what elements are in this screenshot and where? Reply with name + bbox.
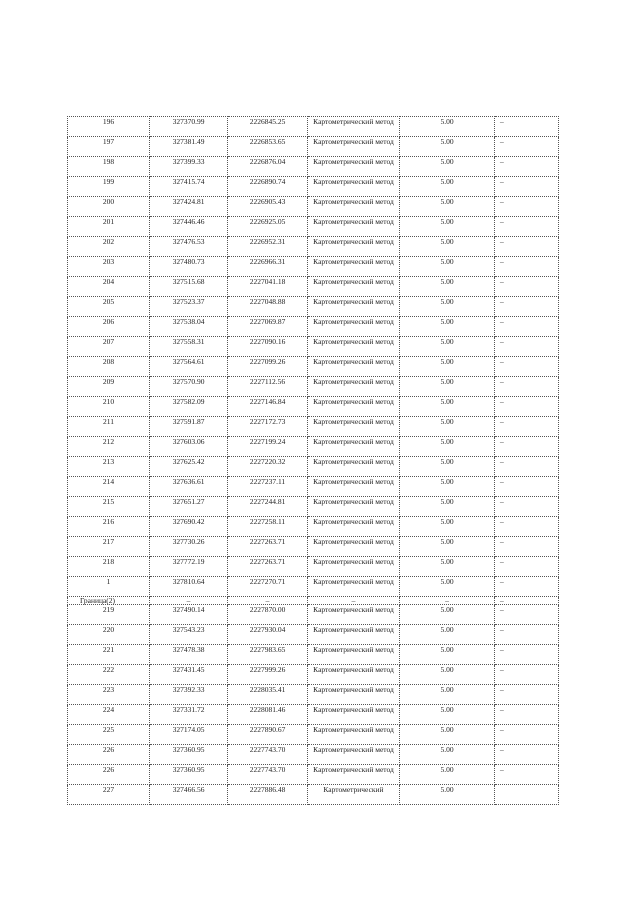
table-row [68,457,559,477]
table-row [68,137,559,157]
y-coordinate-cell: 2227099.26 [228,357,308,377]
accuracy-cell: 5.00 [400,217,495,237]
method-cell: Картометрический метод [308,665,400,685]
x-coordinate-cell: 327810.64 [150,577,228,597]
x-coordinate-cell: 327515.68 [150,277,228,297]
x-coordinate-cell: 327446.46 [150,217,228,237]
method-cell: Картометрический метод [308,337,400,357]
point-number-cell: 227 [68,785,150,805]
x-coordinate-cell: 327480.73 [150,257,228,277]
note-cell: – [495,457,559,477]
accuracy-cell: 5.00 [400,257,495,277]
point-number-cell: 204 [68,277,150,297]
note-cell: – [495,397,559,417]
point-number-cell: 216 [68,517,150,537]
x-coordinate-cell: 327466.56 [150,785,228,805]
y-coordinate-cell: 2227199.24 [228,437,308,457]
note-cell: – [495,157,559,177]
coordinates-table [67,116,559,805]
x-coordinate-cell: 327558.31 [150,337,228,357]
accuracy-cell: 5.00 [400,437,495,457]
x-coordinate-cell: 327399.33 [150,157,228,177]
y-coordinate-cell: 2227041.18 [228,277,308,297]
table-row [68,297,559,317]
point-number-cell: 219 [68,605,150,625]
note-cell: – [495,137,559,157]
table-row [68,477,559,497]
point-number-cell: 199 [68,177,150,197]
x-coordinate-cell: 327476.53 [150,237,228,257]
table-row [68,517,559,537]
table-row [68,557,559,577]
point-number-cell: 203 [68,257,150,277]
y-coordinate-cell: 2227112.56 [228,377,308,397]
method-cell: Картометрический метод [308,137,400,157]
x-coordinate-cell: 327603.06 [150,437,228,457]
method-cell: Картометрический метод [308,625,400,645]
x-coordinate-cell: 327331.72 [150,705,228,725]
y-coordinate-cell: 2227890.67 [228,725,308,745]
point-number-cell: 217 [68,537,150,557]
method-cell: Картометрический метод [308,317,400,337]
accuracy-cell: 5.00 [400,605,495,625]
method-cell: Картометрический метод [308,745,400,765]
method-cell: Картометрический метод [308,397,400,417]
table-row [68,705,559,725]
note-cell: – [495,765,559,785]
x-coordinate-cell: 327478.38 [150,645,228,665]
note-cell: – [495,277,559,297]
point-number-cell: 212 [68,437,150,457]
method-cell: Картометрический метод [308,277,400,297]
note-cell: – [495,705,559,725]
table-row [68,745,559,765]
method-cell: Картометрический метод [308,477,400,497]
y-coordinate-cell: 2227146.84 [228,397,308,417]
note-cell [495,785,559,805]
y-coordinate-cell: 2227244.81 [228,497,308,517]
table-row [68,337,559,357]
point-number-cell: 218 [68,557,150,577]
y-coordinate-cell: 2227263.71 [228,557,308,577]
y-coordinate-cell: 2226853.65 [228,137,308,157]
y-coordinate-cell: 2226890.74 [228,177,308,197]
point-number-cell: 214 [68,477,150,497]
accuracy-cell: 5.00 [400,197,495,217]
method-cell: Картометрический метод [308,577,400,597]
method-cell: Картометрический метод [308,117,400,137]
method-cell: Картометрический метод [308,377,400,397]
note-cell: – [495,217,559,237]
point-number-cell: 215 [68,497,150,517]
x-coordinate-cell: 327490.14 [150,605,228,625]
y-coordinate-cell: 2227743.70 [228,745,308,765]
accuracy-cell: 5.00 [400,137,495,157]
method-cell: Картометрический метод [308,177,400,197]
table-row [68,577,559,597]
note-cell: – [495,725,559,745]
y-coordinate-cell: 2226905.43 [228,197,308,217]
table-row [68,645,559,665]
accuracy-cell: 5.00 [400,317,495,337]
method-cell: Картометрический метод [308,645,400,665]
point-number-cell: 213 [68,457,150,477]
y-coordinate-cell: 2227930.04 [228,625,308,645]
point-number-cell: 225 [68,725,150,745]
accuracy-cell: 5.00 [400,457,495,477]
table-row [68,497,559,517]
accuracy-cell: 5.00 [400,745,495,765]
point-number-cell: 196 [68,117,150,137]
accuracy-cell: 5.00 [400,337,495,357]
method-cell: Картометрический метод [308,157,400,177]
y-coordinate-cell: – [228,597,308,605]
method-cell: Картометрический метод [308,725,400,745]
method-cell: Картометрический метод [308,557,400,577]
table-row [68,437,559,457]
method-cell: Картометрический метод [308,537,400,557]
accuracy-cell: 5.00 [400,277,495,297]
table-row [68,765,559,785]
x-coordinate-cell: 327543.23 [150,625,228,645]
point-number-cell: 201 [68,217,150,237]
point-number-cell: 206 [68,317,150,337]
note-cell: – [495,197,559,217]
y-coordinate-cell: 2226966.31 [228,257,308,277]
point-number-cell: 202 [68,237,150,257]
table-row [68,537,559,557]
table-row [68,177,559,197]
note-cell: – [495,297,559,317]
point-number-cell: 226 [68,745,150,765]
point-number-cell: 205 [68,297,150,317]
point-number-cell: 198 [68,157,150,177]
method-cell: – [308,597,400,605]
x-coordinate-cell: 327360.95 [150,765,228,785]
accuracy-cell: 5.00 [400,297,495,317]
note-cell: – [495,625,559,645]
method-cell: Картометрический метод [308,705,400,725]
x-coordinate-cell: 327730.26 [150,537,228,557]
x-coordinate-cell: 327570.90 [150,377,228,397]
table-row [68,377,559,397]
note-cell: – [495,537,559,557]
x-coordinate-cell: – [150,597,228,605]
x-coordinate-cell: 327370.99 [150,117,228,137]
point-number-cell: 197 [68,137,150,157]
table-row [68,725,559,745]
y-coordinate-cell: 2227090.16 [228,337,308,357]
table-row [68,217,559,237]
note-cell: – [495,497,559,517]
y-coordinate-cell: 2228081.46 [228,705,308,725]
method-cell: Картометрический метод [308,685,400,705]
table-row [68,785,559,805]
y-coordinate-cell: 2228035.41 [228,685,308,705]
y-coordinate-cell: 2227743.70 [228,765,308,785]
x-coordinate-cell: 327564.61 [150,357,228,377]
point-number-cell: 223 [68,685,150,705]
note-cell: – [495,117,559,137]
y-coordinate-cell: 2226845.25 [228,117,308,137]
table-row [68,157,559,177]
accuracy-cell: 5.00 [400,157,495,177]
x-coordinate-cell: 327360.95 [150,745,228,765]
note-cell: – [495,417,559,437]
note-cell: – [495,317,559,337]
method-cell: Картометрический метод [308,605,400,625]
y-coordinate-cell: 2227983.65 [228,645,308,665]
method-cell: Картометрический метод [308,217,400,237]
x-coordinate-cell: 327392.33 [150,685,228,705]
y-coordinate-cell: 2227172.73 [228,417,308,437]
accuracy-cell: 5.00 [400,537,495,557]
table-row [68,277,559,297]
table-row [68,237,559,257]
table-body [68,117,559,805]
accuracy-cell: 5.00 [400,705,495,725]
x-coordinate-cell: 327431.45 [150,665,228,685]
method-cell: Картометрический метод [308,517,400,537]
accuracy-cell: 5.00 [400,417,495,437]
y-coordinate-cell: 2227237.11 [228,477,308,497]
note-cell: – [495,357,559,377]
accuracy-cell: 5.00 [400,357,495,377]
accuracy-cell: 5.00 [400,517,495,537]
accuracy-cell: 5.00 [400,645,495,665]
point-number-cell: 210 [68,397,150,417]
accuracy-cell: – [400,597,495,605]
note-cell: – [495,645,559,665]
note-cell: – [495,517,559,537]
method-cell: Картометрический метод [308,765,400,785]
accuracy-cell: 5.00 [400,625,495,645]
method-cell: Картометрический метод [308,417,400,437]
accuracy-cell: 5.00 [400,577,495,597]
table-row [68,665,559,685]
x-coordinate-cell: 327424.81 [150,197,228,217]
y-coordinate-cell: 2227870.00 [228,605,308,625]
table-row [68,317,559,337]
accuracy-cell: 5.00 [400,785,495,805]
accuracy-cell: 5.00 [400,377,495,397]
point-number-cell: 208 [68,357,150,377]
table-row [68,685,559,705]
y-coordinate-cell: 2226952.31 [228,237,308,257]
table-row [68,397,559,417]
x-coordinate-cell: 327174.05 [150,725,228,745]
note-cell: – [495,605,559,625]
y-coordinate-cell: 2227886.48 [228,785,308,805]
y-coordinate-cell: 2227258.11 [228,517,308,537]
method-cell: Картометрический метод [308,197,400,217]
accuracy-cell: 5.00 [400,765,495,785]
method-cell: Картометрический метод [308,497,400,517]
table-row [68,625,559,645]
method-cell: Картометрический метод [308,297,400,317]
point-number-cell: 222 [68,665,150,685]
y-coordinate-cell: 2227069.87 [228,317,308,337]
x-coordinate-cell: 327538.04 [150,317,228,337]
table-row [68,197,559,217]
point-number-cell: 207 [68,337,150,357]
point-number-cell: 200 [68,197,150,217]
section-name-cell: Граница(2) [68,597,150,605]
accuracy-cell: 5.00 [400,237,495,257]
method-cell: Картометрический метод [308,437,400,457]
x-coordinate-cell: 327636.61 [150,477,228,497]
note-cell: – [495,665,559,685]
note-cell: – [495,377,559,397]
y-coordinate-cell: 2227048.88 [228,297,308,317]
table-row [68,117,559,137]
x-coordinate-cell: 327381.49 [150,137,228,157]
y-coordinate-cell: 2227999.26 [228,665,308,685]
point-number-cell: 211 [68,417,150,437]
x-coordinate-cell: 327625.42 [150,457,228,477]
accuracy-cell: 5.00 [400,477,495,497]
point-number-cell: 1 [68,577,150,597]
table-row [68,417,559,437]
x-coordinate-cell: 327591.87 [150,417,228,437]
method-cell: Картометрический метод [308,257,400,277]
note-cell: – [495,437,559,457]
method-cell: Картометрический [308,785,400,805]
point-number-cell: 226 [68,765,150,785]
table-row [68,357,559,377]
y-coordinate-cell: 2226876.04 [228,157,308,177]
accuracy-cell: 5.00 [400,117,495,137]
point-number-cell: 220 [68,625,150,645]
accuracy-cell: 5.00 [400,177,495,197]
accuracy-cell: 5.00 [400,665,495,685]
table-row [68,605,559,625]
note-cell: – [495,577,559,597]
x-coordinate-cell: 327690.42 [150,517,228,537]
accuracy-cell: 5.00 [400,557,495,577]
x-coordinate-cell: 327772.19 [150,557,228,577]
point-number-cell: 221 [68,645,150,665]
accuracy-cell: 5.00 [400,685,495,705]
method-cell: Картометрический метод [308,237,400,257]
note-cell: – [495,337,559,357]
y-coordinate-cell: 2226925.05 [228,217,308,237]
note-cell: – [495,257,559,277]
coordinates-table-sheet [67,116,558,805]
note-cell: – [495,685,559,705]
note-cell: – [495,597,559,605]
method-cell: Картометрический метод [308,457,400,477]
note-cell: – [495,745,559,765]
y-coordinate-cell: 2227270.71 [228,577,308,597]
note-cell: – [495,177,559,197]
table-row [68,257,559,277]
method-cell: Картометрический метод [308,357,400,377]
accuracy-cell: 5.00 [400,725,495,745]
y-coordinate-cell: 2227263.71 [228,537,308,557]
note-cell: – [495,237,559,257]
x-coordinate-cell: 327523.37 [150,297,228,317]
x-coordinate-cell: 327651.27 [150,497,228,517]
point-number-cell: 209 [68,377,150,397]
y-coordinate-cell: 2227220.32 [228,457,308,477]
x-coordinate-cell: 327582.09 [150,397,228,417]
x-coordinate-cell: 327415.74 [150,177,228,197]
note-cell: – [495,477,559,497]
point-number-cell: 224 [68,705,150,725]
section-row [68,597,559,605]
accuracy-cell: 5.00 [400,497,495,517]
note-cell: – [495,557,559,577]
accuracy-cell: 5.00 [400,397,495,417]
